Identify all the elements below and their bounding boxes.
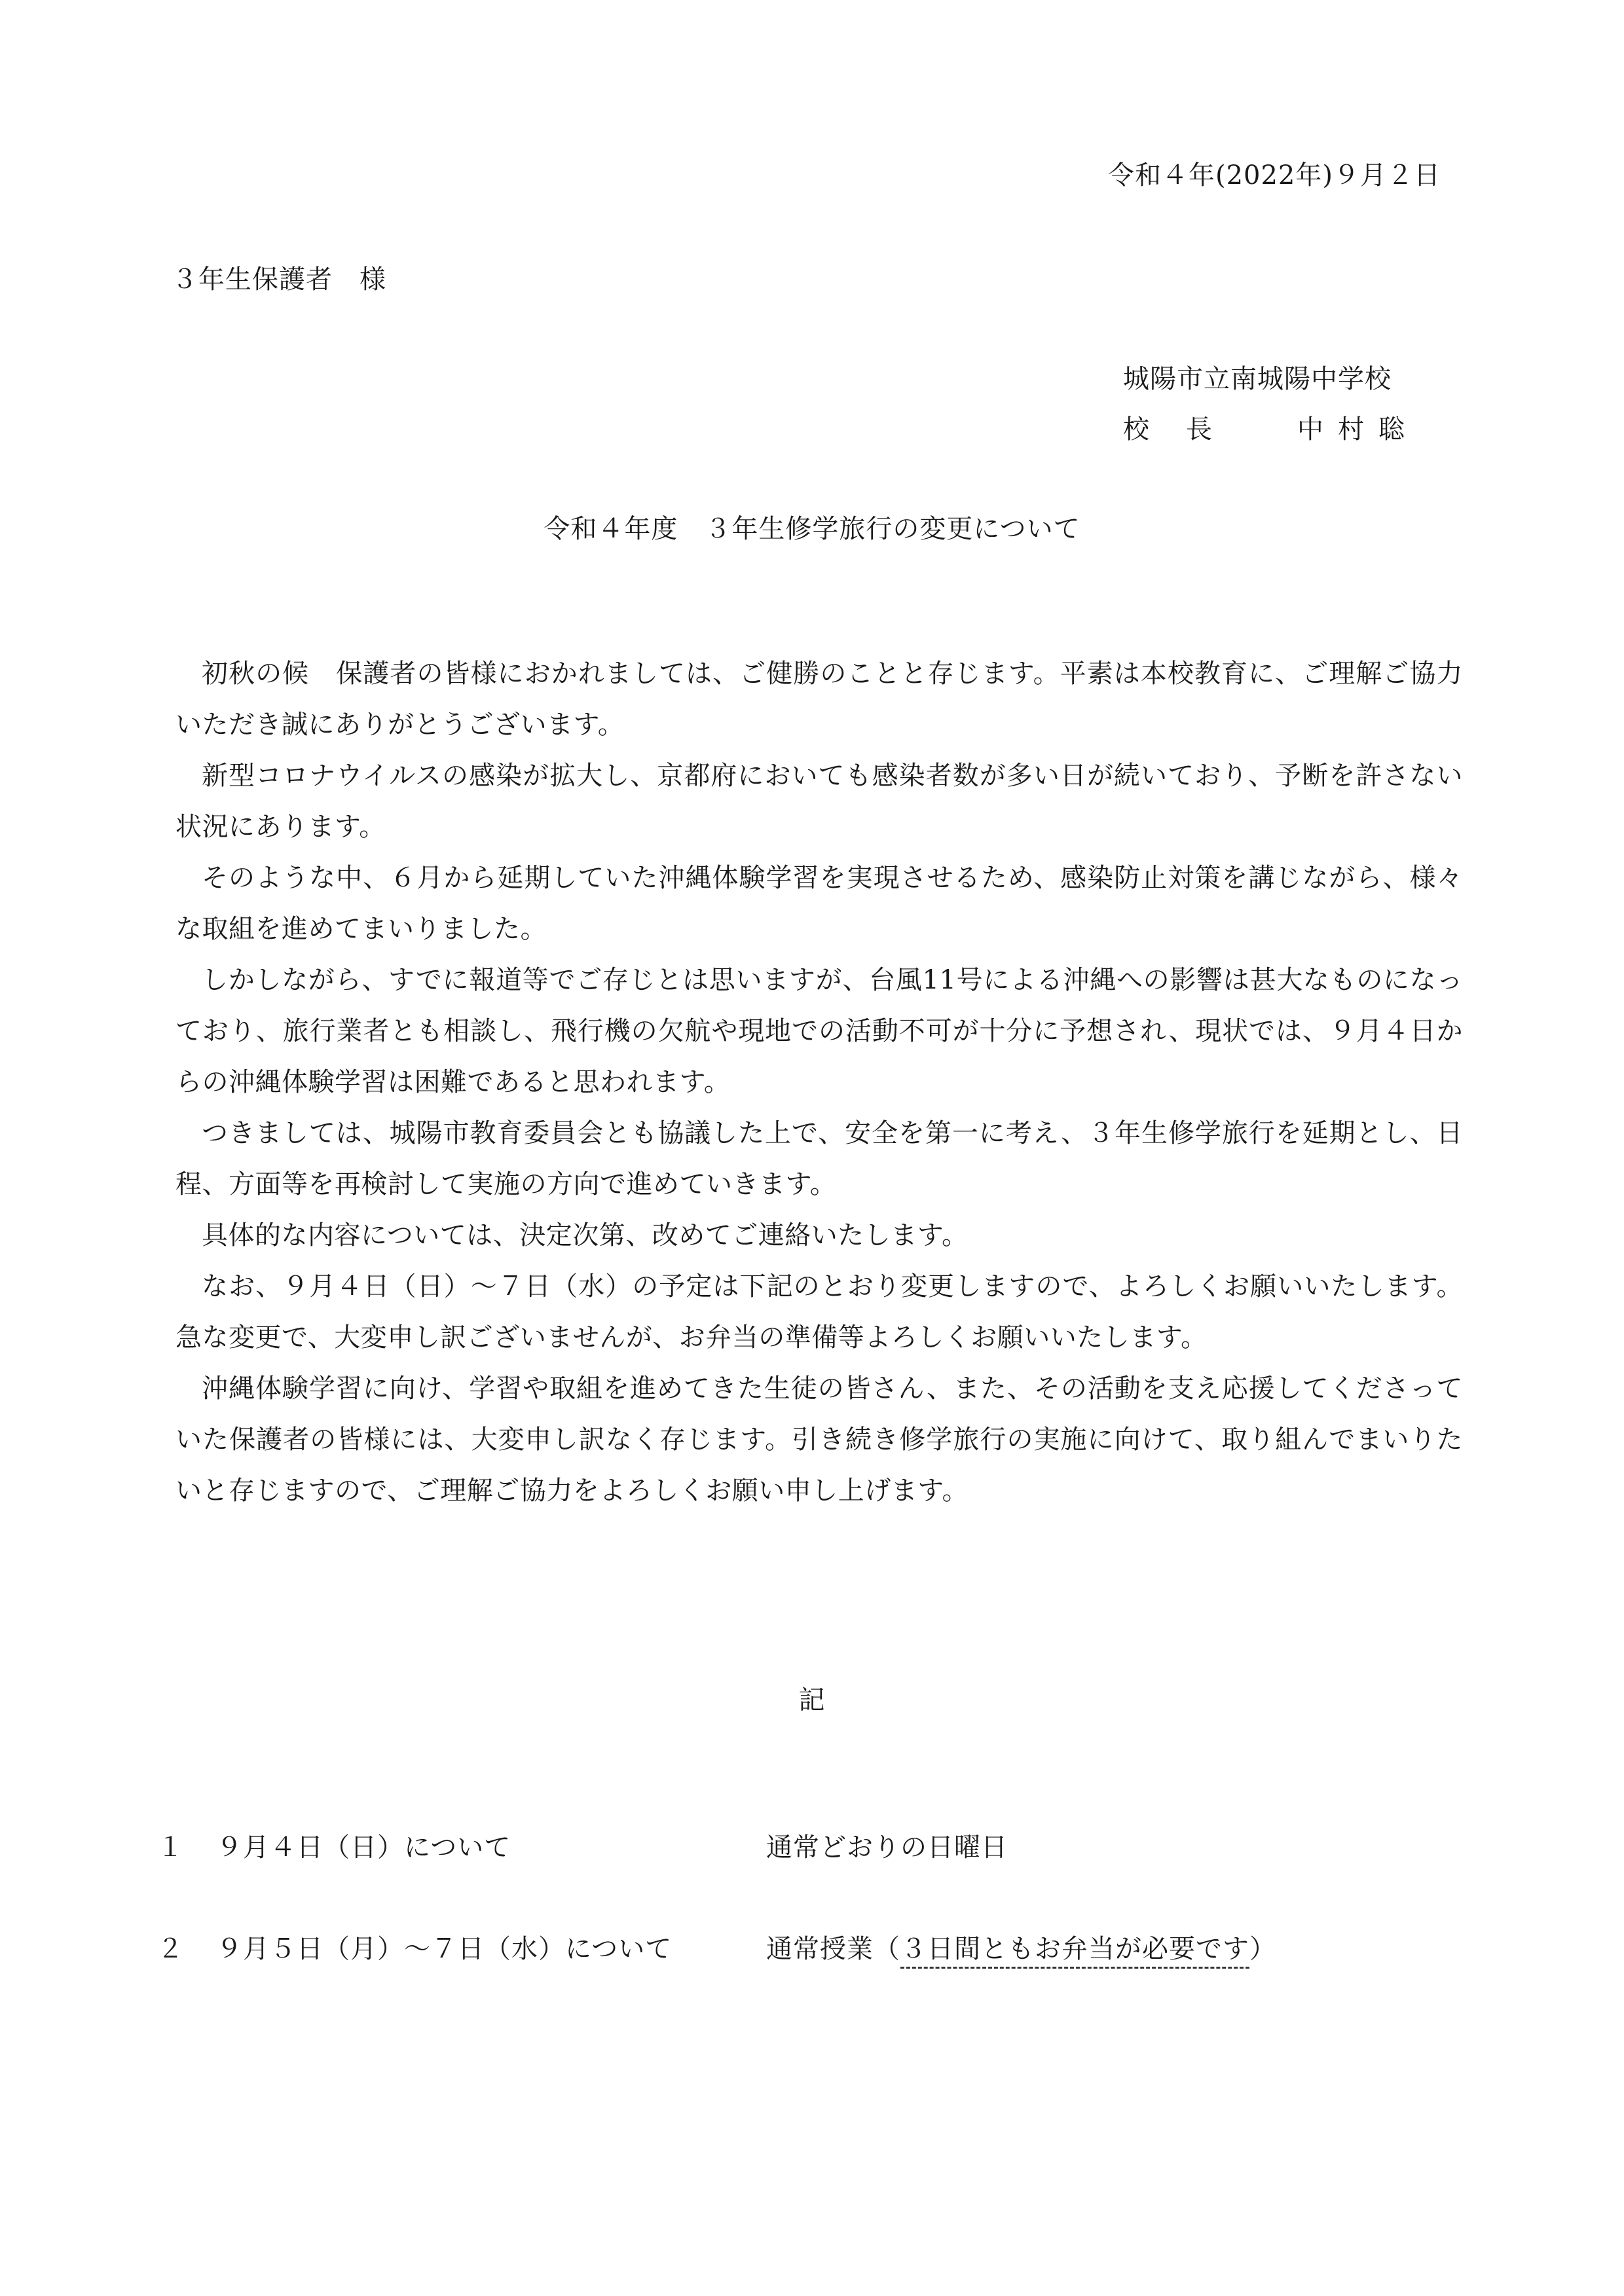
body-paragraph: 具体的な内容については、決定次第、改めてご連絡いたします。 xyxy=(202,1220,969,1250)
item-number: ２ xyxy=(157,1934,184,1964)
body-paragraph: つきましては、城陽市教育委員会とも協議した上で、安全を第一に考え、３年生修学旅行を延期とし、日程、方面等を再検討して実施の方向で進めていきます。 xyxy=(175,1118,1463,1199)
item-label: ９月５日（月）～７日（水）について xyxy=(216,1934,673,1964)
schedule-item xyxy=(157,1827,1467,1866)
school-name: 城陽市立南城陽中学校 xyxy=(1123,364,1392,394)
ki-heading: 記 xyxy=(798,1685,826,1715)
addressee: ３年生保護者 様 xyxy=(172,264,386,295)
item-value-group xyxy=(766,1928,1276,1965)
body-paragraph: なお、９月４日（日）～７日（水）の予定は下記のとおり変更しますので、よろしくお願いいたします。急な変更で、大変申し訳ございませんが、お弁当の準備等よろしくお願いいたします。 xyxy=(175,1271,1463,1353)
item-value-end: ） xyxy=(1249,1934,1276,1964)
principal-name: 中村聡 xyxy=(1297,414,1419,445)
principal-line xyxy=(1123,409,1419,446)
principal-role: 校長 xyxy=(1123,414,1249,445)
schedule-item xyxy=(157,1928,1467,1967)
body-paragraph: 初秋の候 保護者の皆様におかれましては、ご健勝のことと存じます。平素は本校教育に、ご理解ご協力いただき誠にありがとうございます。 xyxy=(175,659,1463,740)
item-number: １ xyxy=(157,1832,184,1863)
body-paragraph: そのような中、６月から延期していた沖縄体験学習を実現させるため、感染防止対策を講じながら、様々な取組を進めてまいりました。 xyxy=(175,863,1463,944)
letter-title: 令和４年度 ３年生修学旅行の変更について xyxy=(544,514,1080,544)
body-paragraph: 沖縄体験学習に向け、学習や取組を進めてきた生徒の皆さん、また、その活動を支え応援してくださっていた保護者の皆様には、大変申し訳なく存じます。引き続き修学旅行の実施に向けて、取り組んでまいりたいと存じますので、ご理解ご協力をよろしくお願い申し上げます。 xyxy=(175,1374,1463,1506)
item-value: 通常授業（ xyxy=(766,1934,900,1964)
body-paragraph: 新型コロナウイルスの感染が拡大し、京都府においても感染者数が多い日が続いており、予断を許さない状況にあります。 xyxy=(175,761,1463,842)
letter-date: 令和４年(2022年)９月２日 xyxy=(1107,160,1441,191)
body-paragraph: しかしながら、すでに報道等でご存じとは思いますが、台風11号による沖縄への影響は甚大なものになっており、旅行業者とも相談し、飛行機の欠航や現地での活動不可が十分に予想され、現状では、９月４日からの沖縄体験学習は困難であると思われます。 xyxy=(175,965,1463,1097)
item-label: ９月４日（日）について xyxy=(216,1832,511,1863)
lunch-note: ３日間ともお弁当が必要です xyxy=(900,1934,1249,1969)
item-value: 通常どおりの日曜日 xyxy=(766,1832,1008,1863)
letter-body xyxy=(175,648,1463,1516)
